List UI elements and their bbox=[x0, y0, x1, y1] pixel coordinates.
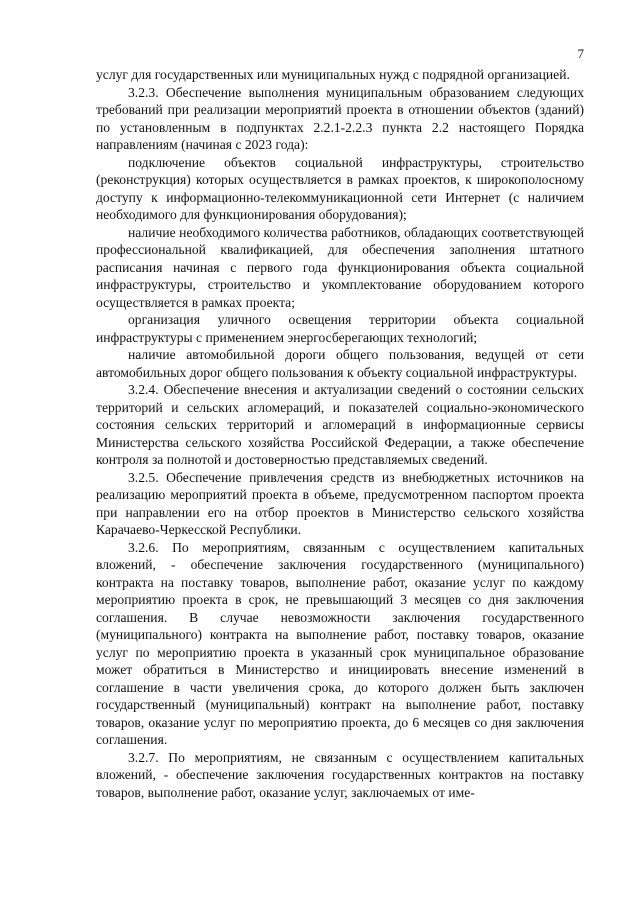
list-item-road-access: наличие автомобильной дороги общего пользования, ведущей от сети автомобильных дорог общего пользования к объекту социальной инфраструктуры. bbox=[96, 347, 584, 380]
paragraph-3-2-7: 3.2.7. По мероприятиям, не связанным с осуществлением капитальных вложений, - обеспечение заключения государственных контрактов на поставку товаров, выполнение работ, оказание услуг, заключаемых от име- bbox=[96, 749, 584, 800]
paragraph-3-2-3: 3.2.3. Обеспечение выполнения муниципальным образованием следующих требований при реализации мероприятий проекта в отношении объектов (зданий) по установленным в подпунктах 2.2.1-2.2.3 пункта 2.2 настоящего Порядка направлениям (начиная с 2023 года): bbox=[96, 84, 584, 152]
list-item-internet-access: подключение объектов социальной инфраструктуры, строительство (реконструкция) которых осуществляется в рамках проектов, к широкополосному доступу к информационно-телекоммуникационной сети Интернет (с наличием необходимого для функционирования оборудования); bbox=[96, 154, 584, 222]
document-body bbox=[96, 66, 584, 801]
paragraph-3-2-6: 3.2.6. По мероприятиям, связанным с осуществлением капитальных вложений, - обеспечение заключения государственного (муниципального) контракта на поставку товаров, выполнение работ, оказание услуг по каждому мероприятию проекта в срок, не превышающий 3 месяцев со дня заключения соглашения. В случае невозможности заключения государственного (муниципального) контракта на выполнение работ, поставку товаров, оказание услуг по мероприятию проекта в указанный срок муниципальное образование может обратиться в Министерство и инициировать внесение изменений в соглашение в части увеличения срока, до которого должен быть заключен государственный (муниципальный) контракт на выполнение работ, поставку товаров, оказание услуг по мероприятию проекта, до 6 месяцев со дня заключения соглашения. bbox=[96, 539, 584, 747]
page-number: 7 bbox=[577, 46, 584, 61]
list-item-staffing: наличие необходимого количества работников, обладающих соответствующей профессиональной квалификацией, для обеспечения заполнения штатного расписания начиная с первого года функционирования объекта социальной инфраструктуры, строительство и укомплектование оборудованием которого осуществляется в рамках проекта; bbox=[96, 224, 584, 310]
list-item-street-lighting: организация уличного освещения территории объекта социальной инфраструктуры с применением энергосберегающих технологий; bbox=[96, 312, 584, 345]
paragraph-continuation: услуг для государственных или муниципальных нужд с подрядной организацией. bbox=[96, 67, 570, 82]
paragraph-3-2-4: 3.2.4. Обеспечение внесения и актуализации сведений о состоянии сельских территорий и сельских агломераций, и показателей социально-экономического состояния сельских территорий и агломераций в информационные сервисы Министерства сельского хозяйства Российской Федерации, а также обеспечение контроля за полнотой и достоверностью представляемых сведений. bbox=[96, 382, 584, 467]
paragraph-3-2-5: 3.2.5. Обеспечение привлечения средств из внебюджетных источников на реализацию мероприятий проекта в объеме, предусмотренном паспортом проекта при направлении его на отбор проектов в Министерство сельского хозяйства Карачаево-Черкесской Республики. bbox=[96, 469, 584, 537]
